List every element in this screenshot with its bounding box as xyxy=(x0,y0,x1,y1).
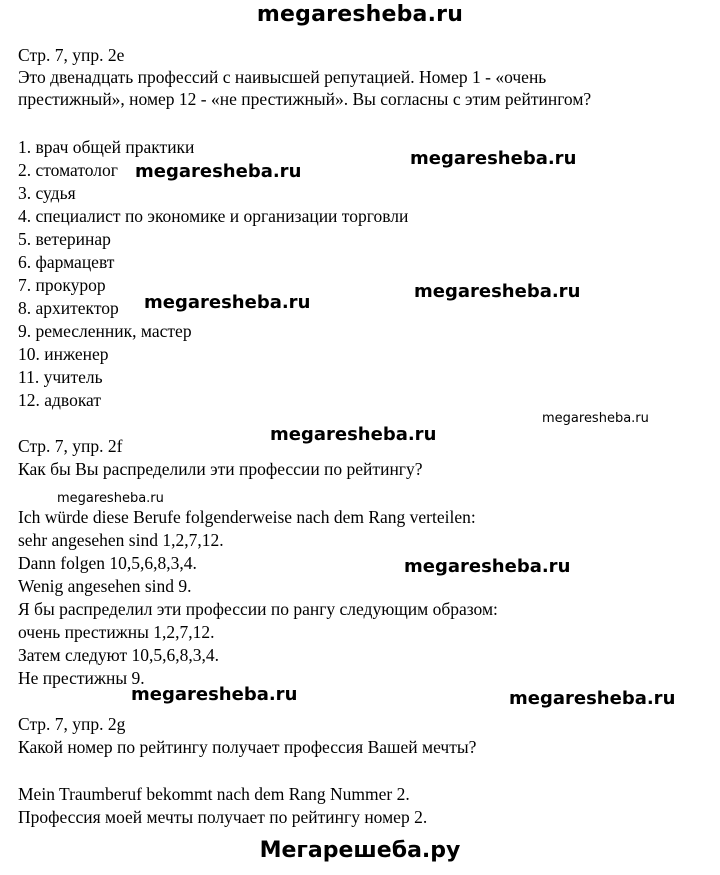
watermark: megaresheba.ru xyxy=(144,292,311,313)
list-item: 3. судья xyxy=(18,183,76,203)
exercise-text-line: Это двенадцать профессий с наивысшей репутацией. Номер 1 - «очень xyxy=(18,67,547,87)
answer-line-ru: Профессия моей мечты получает по рейтингу номер 2. xyxy=(18,807,428,827)
list-item: 5. ветеринар xyxy=(18,229,111,249)
list-item: 7. прокурор xyxy=(18,275,106,295)
answer-line-ru: Затем следуют 10,5,6,8,3,4. xyxy=(18,645,220,665)
watermark: megaresheba.ru xyxy=(410,148,577,169)
list-item: 11. учитель xyxy=(18,367,103,387)
list-item: 10. инженер xyxy=(18,344,109,364)
answer-line-ru: Я бы распределил эти профессии по рангу следующим образом: xyxy=(18,599,498,619)
list-item: 4. специалист по экономике и организации торговли xyxy=(18,206,409,226)
answer-line-de: Wenig angesehen sind 9. xyxy=(18,576,192,596)
answer-line-de: Dann folgen 10,5,6,8,3,4. xyxy=(18,553,197,573)
exercise-ref-2e: Стр. 7, упр. 2e xyxy=(18,45,125,65)
list-item: 6. фармацевт xyxy=(18,252,115,272)
site-header[interactable]: megaresheba.ru xyxy=(256,2,464,27)
list-item: 12. адвокат xyxy=(18,390,102,410)
exercise-ref-2f: Стр. 7, упр. 2f xyxy=(18,436,123,456)
exercise-question: Какой номер по рейтингу получает профессия Вашей мечты? xyxy=(18,737,477,757)
answer-line-de: Mein Traumberuf bekommt nach dem Rang Nummer 2. xyxy=(18,784,410,804)
watermark: megaresheba.ru xyxy=(509,688,676,709)
answer-line-de: sehr angesehen sind 1,2,7,12. xyxy=(18,530,224,550)
watermark: megaresheba.ru xyxy=(404,556,571,577)
list-item: 1. врач общей практики xyxy=(18,137,195,157)
list-item: 9. ремесленник, мастер xyxy=(18,321,192,341)
watermark: megaresheba.ru xyxy=(131,684,298,705)
watermark: megaresheba.ru xyxy=(542,411,649,426)
answer-line-ru: Не престижны 9. xyxy=(18,668,145,688)
exercise-text-line: престижный», номер 12 - «не престижный». Вы согласны с этим рейтингом? xyxy=(18,89,592,109)
answer-line-ru: очень престижны 1,2,7,12. xyxy=(18,622,215,642)
site-footer[interactable]: Мегарешеба.ру xyxy=(259,838,461,863)
watermark: megaresheba.ru xyxy=(270,424,437,445)
exercise-question: Как бы Вы распределили эти профессии по рейтингу? xyxy=(18,459,423,479)
exercise-ref-2g: Стр. 7, упр. 2g xyxy=(18,714,126,734)
answer-line-de: Ich würde diese Berufe folgenderweise nach dem Rang verteilen: xyxy=(18,507,476,527)
watermark: megaresheba.ru xyxy=(135,161,302,182)
watermark: megaresheba.ru xyxy=(414,281,581,302)
watermark: megaresheba.ru xyxy=(57,491,164,506)
list-item: 8. архитектор xyxy=(18,298,119,318)
list-item: 2. стоматолог xyxy=(18,160,118,180)
